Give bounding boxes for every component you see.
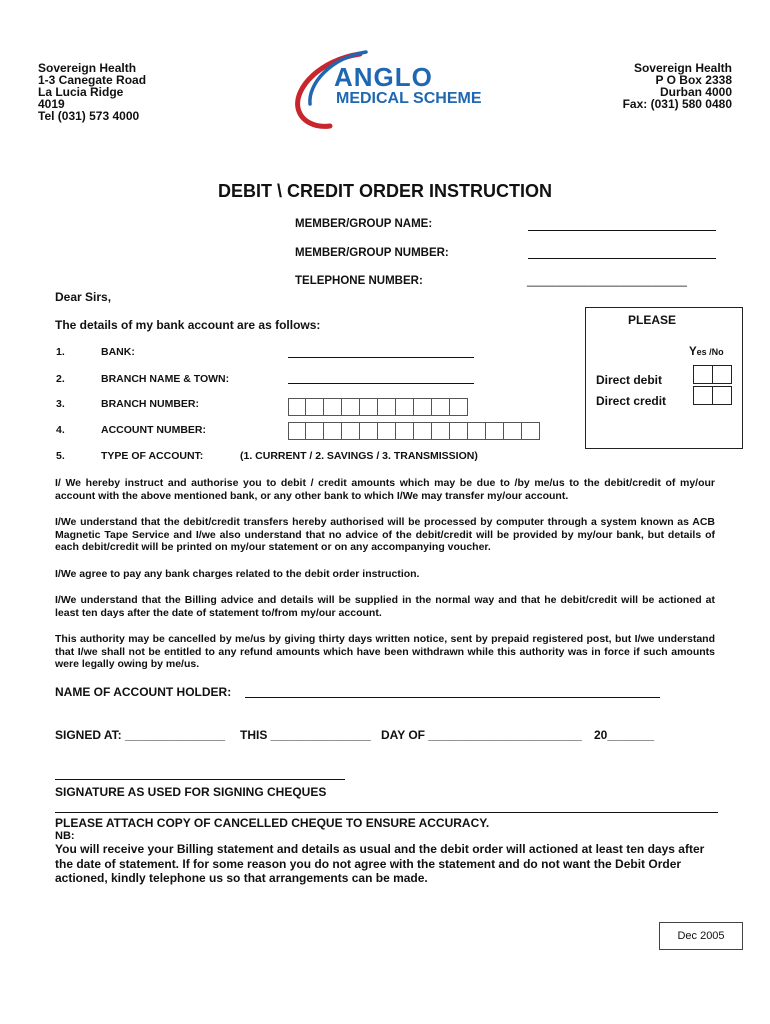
footer-divider <box>55 812 718 813</box>
member-group-name-label: MEMBER/GROUP NAME: <box>295 218 433 230</box>
left-address-line: 4019 <box>38 97 65 111</box>
day-of-field[interactable]: DAY OF _______________________ <box>381 728 582 742</box>
digit-box[interactable] <box>306 422 324 440</box>
signature-label: SIGNATURE AS USED FOR SIGNING CHEQUES <box>55 785 327 799</box>
member-group-number-field[interactable] <box>528 258 716 259</box>
acb-paragraph: I/We understand that the debit/credit transfers hereby authorised will be processed by computer through a system known as ACB Magnetic Tape Service and I/we also understand that no advice of the debit/credit will be provided by my/our bank, but details of each debit/credit will be printed on my/our statement or on any accompanying voucher. <box>55 516 715 553</box>
digit-box[interactable] <box>432 422 450 440</box>
right-address-line: Fax: (031) 580 0480 <box>622 97 732 111</box>
telephone-label: TELEPHONE NUMBER: <box>295 275 423 287</box>
bank-intro: The details of my bank account are as follows: <box>55 318 321 332</box>
cancellation-paragraph: This authority may be cancelled by me/us by giving thirty days written notice, sent by prepaid registered post, but I/we understand that I/we shall not be entitled to any refund amounts which have been withdrawn while this authority was in force if such amounts were legally owing by me/us. <box>55 633 715 670</box>
digit-box[interactable] <box>378 398 396 416</box>
digit-box[interactable] <box>450 422 468 440</box>
account-holder-field[interactable] <box>245 697 660 698</box>
digit-box[interactable] <box>396 422 414 440</box>
direct-debit-label: Direct debit <box>596 373 663 387</box>
signed-at-field[interactable]: SIGNED AT: _______________ <box>55 728 226 742</box>
bank-label: BANK: <box>101 346 135 358</box>
left-address-line: Tel (031) 573 4000 <box>38 109 140 123</box>
digit-box[interactable] <box>324 422 342 440</box>
bank-num: 1. <box>56 346 65 358</box>
branch-name-label: BRANCH NAME & TOWN: <box>101 373 230 385</box>
right-address-line: Durban 4000 <box>659 85 732 99</box>
bank-field[interactable] <box>288 357 474 358</box>
digit-box[interactable] <box>288 422 306 440</box>
right-address <box>623 62 732 110</box>
account-number-boxes[interactable] <box>288 422 540 440</box>
greeting: Dear Sirs, <box>55 290 112 304</box>
digit-box[interactable] <box>396 398 414 416</box>
yes-no-y: Y <box>689 346 697 358</box>
year-field[interactable]: 20_______ <box>594 728 655 742</box>
nb-text: You will receive your Billing statement and details as usual and the debit order will actioned at least ten days after the date of statement. If for some reason you do not agree with the statement and do not want the Debit Order actioned, kindly telephone us so that arrangements can be made. <box>55 842 705 885</box>
digit-box[interactable] <box>450 398 468 416</box>
page-title: DEBIT \ CREDIT ORDER INSTRUCTION <box>217 181 552 201</box>
authorisation-paragraph: I/ We hereby instruct and authorise you to debit / credit amounts which may be due to /by me/us to the debit/credit of my/our account with the above mentioned bank, or any other bank to which I/We may transfer my/our account. <box>55 477 715 502</box>
direct-debit-no-checkbox[interactable] <box>712 365 732 384</box>
digit-box[interactable] <box>360 422 378 440</box>
direct-debit-yes-checkbox[interactable] <box>693 365 713 384</box>
left-address <box>38 62 146 122</box>
digit-box[interactable] <box>342 398 360 416</box>
nb-label: NB: <box>55 830 75 842</box>
digit-box[interactable] <box>522 422 540 440</box>
bank-charges-paragraph: I/We agree to pay any bank charges related to the debit order instruction. <box>55 568 420 580</box>
left-address-line: Sovereign Health <box>38 61 137 75</box>
digit-box[interactable] <box>468 422 486 440</box>
account-type-label: TYPE OF ACCOUNT: <box>101 450 204 462</box>
this-field[interactable]: THIS _______________ <box>240 728 371 742</box>
digit-box[interactable] <box>504 422 522 440</box>
branch-name-num: 2. <box>56 373 65 385</box>
account-number-label: ACCOUNT NUMBER: <box>101 424 206 436</box>
member-group-name-field[interactable] <box>528 230 716 231</box>
branch-number-label: BRANCH NUMBER: <box>101 398 199 410</box>
digit-box[interactable] <box>414 422 432 440</box>
digit-box[interactable] <box>306 398 324 416</box>
left-address-line: 1-3 Canegate Road <box>38 73 147 87</box>
direct-credit-label: Direct credit <box>596 394 667 408</box>
anglo-medical-scheme-logo <box>290 48 490 130</box>
yes-no-label <box>689 342 724 360</box>
account-type-options: (1. CURRENT / 2. SAVINGS / 3. TRANSMISSION) <box>240 450 478 462</box>
digit-box[interactable] <box>288 398 306 416</box>
left-address-line: La Lucia Ridge <box>38 85 124 99</box>
right-address-line: Sovereign Health <box>633 61 732 75</box>
logo-word-anglo: ANGLO <box>334 62 433 92</box>
signature-line[interactable] <box>55 779 345 780</box>
right-address-line: P O Box 2338 <box>655 73 732 87</box>
date-label: Dec 2005 <box>677 930 725 942</box>
digit-box[interactable] <box>432 398 450 416</box>
billing-advice-paragraph: I/We understand that the Billing advice and details will be supplied in the normal way and that he debit/credit will be actioned at least ten days after the date of statement to/from my/our account. <box>55 594 715 619</box>
member-group-number-label: MEMBER/GROUP NUMBER: <box>295 247 449 259</box>
account-type-num: 5. <box>56 450 65 462</box>
please-title: PLEASE <box>628 313 677 327</box>
direct-credit-yes-checkbox[interactable] <box>693 386 713 405</box>
account-holder-label: NAME OF ACCOUNT HOLDER: <box>55 685 232 699</box>
branch-number-boxes[interactable] <box>288 398 468 416</box>
attach-cheque-note: PLEASE ATTACH COPY OF CANCELLED CHEQUE TO ENSURE ACCURACY. <box>55 816 490 830</box>
direct-credit-no-checkbox[interactable] <box>712 386 732 405</box>
digit-box[interactable] <box>360 398 378 416</box>
yes-no-rest: es /No <box>696 347 724 357</box>
digit-box[interactable] <box>378 422 396 440</box>
digit-box[interactable] <box>486 422 504 440</box>
digit-box[interactable] <box>414 398 432 416</box>
logo-word-medical-scheme: MEDICAL SCHEME <box>336 90 482 107</box>
digit-box[interactable] <box>342 422 360 440</box>
branch-number-num: 3. <box>56 398 65 410</box>
branch-name-field[interactable] <box>288 383 474 384</box>
telephone-field[interactable]: _________________________ <box>527 275 687 287</box>
digit-box[interactable] <box>324 398 342 416</box>
account-number-num: 4. <box>56 424 65 436</box>
